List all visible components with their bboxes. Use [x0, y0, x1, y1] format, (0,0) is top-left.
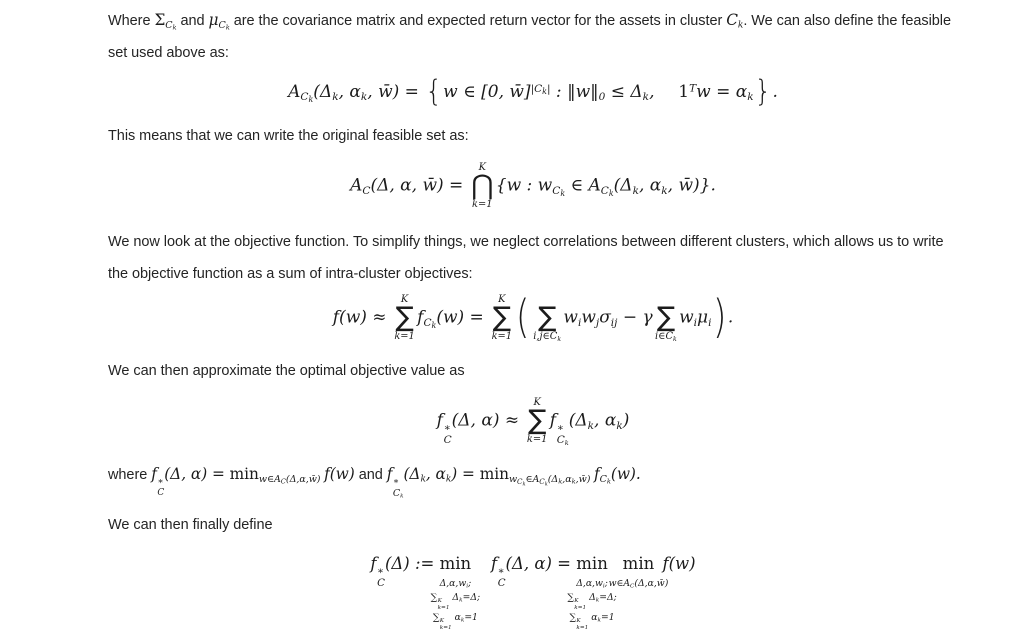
formula-cluster-feasible-set — [108, 75, 958, 110]
math-token: k — [597, 617, 601, 624]
math-token: C — [392, 487, 401, 499]
math-token: k — [332, 91, 339, 104]
math-token: ∈ — [525, 474, 533, 486]
math-token: A — [532, 474, 540, 486]
math-token: k — [587, 419, 595, 432]
math-token: ; — [604, 577, 608, 589]
math-token: f — [386, 465, 393, 484]
math-token: f — [370, 554, 377, 574]
math-token: {w : w — [495, 175, 553, 196]
math-token: min — [479, 465, 509, 484]
math-token: α — [588, 611, 598, 623]
math-token — [539, 478, 547, 486]
paragraph-5 — [108, 458, 958, 499]
math-token: A — [588, 175, 601, 196]
math-token — [259, 475, 321, 485]
math-token: T — [689, 82, 697, 95]
math-token — [444, 423, 452, 447]
math-token: k — [544, 480, 548, 487]
math-token: Where — [108, 13, 155, 29]
math-token: (Δ, α) = — [505, 554, 577, 574]
math-token: k — [564, 439, 569, 448]
math-token: w ∈ [0, w̄] — [443, 82, 531, 102]
math-token: =Δ; — [462, 591, 481, 603]
math-token: (Δ — [613, 175, 633, 196]
math-token: ∑ — [527, 404, 547, 436]
math-token: i — [693, 317, 698, 330]
math-token — [509, 475, 590, 485]
math-token: C — [726, 11, 738, 29]
math-token: k — [673, 335, 677, 343]
math-token: { — [425, 75, 443, 110]
math-token: f — [490, 554, 498, 574]
math-token — [567, 611, 616, 631]
math-token: , — [649, 82, 655, 102]
math-token: k — [522, 480, 526, 487]
math-token: i∈C — [655, 331, 673, 343]
math-token: i — [708, 317, 712, 330]
math-token — [471, 162, 493, 210]
math-token: min — [229, 465, 259, 484]
math-token — [498, 567, 506, 590]
math-token: k — [642, 91, 650, 104]
math-token: ∑ — [395, 302, 414, 334]
math-token: C — [362, 184, 371, 197]
math-token — [531, 83, 551, 95]
math-token: k=1 — [574, 604, 587, 611]
math-token: μ — [208, 11, 219, 29]
math-token: k — [632, 184, 639, 197]
math-token: ∑ — [569, 611, 577, 623]
math-token: C — [377, 578, 385, 590]
math-token: w — [508, 474, 518, 486]
math-token: ∑ — [432, 611, 440, 623]
math-token — [567, 591, 616, 611]
math-token: (Δ, α, w̄) = — [370, 175, 469, 196]
math-token — [609, 577, 669, 591]
math-token: C — [630, 583, 635, 590]
math-token: A — [623, 577, 631, 589]
math-token: ∑ — [656, 302, 676, 334]
math-token — [557, 423, 569, 447]
math-token — [394, 294, 414, 342]
math-token — [492, 294, 512, 342]
math-token: k — [225, 23, 230, 32]
math-token: k — [431, 321, 437, 331]
math-token: K — [576, 617, 581, 624]
math-token: ) — [622, 410, 630, 431]
math-token: ⋂ — [471, 170, 494, 201]
paragraph-1 — [108, 4, 958, 69]
math-token: α — [451, 611, 461, 623]
math-token: C — [157, 487, 165, 498]
math-token: f — [417, 307, 424, 328]
math-token: j — [595, 317, 600, 330]
math-token: K — [478, 161, 486, 173]
math-token: k — [606, 477, 611, 486]
math-token: min — [622, 554, 655, 574]
math-token: (Δ — [403, 465, 421, 484]
math-token: w — [581, 307, 596, 328]
formula-final-definition — [108, 551, 958, 631]
math-token: C — [556, 434, 565, 447]
math-token: k — [747, 91, 754, 104]
paragraph-3: We now look at the objective function. To simplify things, we neglect correlations between different clusters, which allows us to write the objective function as a sum of intra-cluster objectives: — [108, 234, 944, 283]
math-token: K — [439, 617, 445, 624]
math-token — [423, 317, 436, 329]
math-token: k — [661, 184, 668, 197]
math-token: . — [772, 82, 778, 102]
math-token: and — [354, 467, 387, 484]
math-token — [165, 21, 176, 31]
math-token: ∗ — [392, 476, 399, 487]
math-token: k — [460, 617, 465, 624]
math-token: k — [308, 95, 314, 105]
math-token: ∗ — [377, 566, 385, 578]
math-token — [601, 185, 614, 197]
math-token: f — [436, 410, 443, 431]
math-token: ∈ — [565, 175, 589, 196]
math-token: ∑ — [430, 591, 438, 603]
formula-objective-function — [108, 291, 958, 344]
math-token: k — [558, 477, 563, 486]
math-token: w — [563, 307, 578, 328]
math-token: A — [273, 474, 281, 486]
math-token: k — [595, 597, 600, 604]
math-token — [552, 185, 565, 197]
math-token: . — [727, 307, 734, 328]
math-token: K — [533, 396, 541, 408]
math-token: k — [616, 419, 623, 432]
formula-optimal-objective-approx — [108, 397, 958, 447]
math-token: − γ — [617, 307, 653, 328]
math-token: ∗ — [443, 421, 451, 434]
math-token: i — [602, 583, 605, 590]
math-token: σ — [599, 307, 611, 328]
math-token: ∗ — [556, 421, 564, 434]
math-token: k — [172, 23, 177, 32]
math-token: ) = — [451, 465, 480, 484]
math-token: ij — [610, 317, 618, 330]
math-token: w = α — [696, 82, 748, 102]
math-token: k — [571, 477, 576, 486]
math-token: k — [608, 188, 614, 198]
math-token: min — [439, 554, 472, 574]
math-token: ≤ Δ — [605, 82, 643, 102]
math-token: ∗ — [497, 566, 505, 578]
math-token: ( — [515, 291, 530, 344]
math-token: w — [679, 307, 694, 328]
math-token: K — [574, 597, 579, 604]
math-token: k — [400, 493, 404, 500]
math-token: | — [546, 82, 551, 95]
math-token: (Δ, α) ≈ — [451, 410, 525, 431]
math-token: } — [754, 75, 772, 110]
math-token: ; — [468, 577, 472, 589]
math-token: k — [459, 597, 463, 604]
math-token: f(w) — [324, 465, 355, 484]
math-token: (Δ, α) = — [164, 465, 230, 484]
math-token: ∑ — [492, 302, 511, 334]
math-token: k — [542, 86, 547, 96]
math-token — [218, 21, 229, 31]
math-token: i — [577, 317, 582, 330]
math-token: Δ — [586, 591, 596, 603]
math-token: C — [600, 184, 609, 197]
math-token — [393, 478, 404, 499]
math-token: f — [593, 465, 600, 484]
math-token: C — [552, 184, 561, 197]
math-token: , w̄) = — [367, 82, 425, 102]
math-token: ∑ — [537, 302, 557, 334]
math-token: , w̄)}. — [667, 175, 716, 196]
math-token: k — [360, 91, 368, 104]
math-token: k=1 — [437, 604, 450, 611]
math-token: k — [557, 335, 562, 343]
math-token — [527, 397, 547, 445]
math-token: : ‖w‖ — [550, 82, 599, 102]
math-token — [574, 598, 586, 611]
math-token — [576, 618, 588, 631]
math-token — [655, 294, 677, 342]
math-token: k=1 — [439, 624, 452, 631]
math-token: C — [165, 19, 173, 31]
math-token: k=1 — [472, 198, 493, 210]
math-token: k=1 — [526, 433, 548, 445]
math-token: ,α — [562, 474, 572, 486]
math-token: (w). — [610, 465, 641, 484]
math-token: k=1 — [491, 331, 513, 343]
math-token — [609, 577, 669, 591]
math-token: (w) = — [436, 307, 490, 328]
math-token — [557, 435, 569, 446]
math-token: C — [539, 476, 545, 486]
math-token: k — [445, 475, 452, 486]
math-token: w∈ — [608, 577, 624, 589]
math-token — [393, 489, 404, 499]
math-token: ∗ — [157, 476, 164, 487]
math-token: Σ — [154, 11, 166, 29]
math-token: (Δ — [547, 474, 559, 486]
math-token: f(w) — [662, 554, 696, 574]
math-token: K — [400, 294, 409, 306]
math-token: (Δ) := — [384, 554, 440, 574]
math-token: ) — [712, 291, 727, 344]
math-token: ,w̄) — [575, 474, 591, 486]
math-token — [431, 611, 480, 631]
math-token: 1 — [678, 82, 690, 102]
math-token: |C — [530, 82, 543, 95]
math-token: K — [498, 294, 506, 306]
math-token — [431, 577, 480, 631]
math-token: k — [560, 188, 566, 198]
math-token — [431, 591, 480, 611]
math-token — [655, 331, 677, 342]
math-token: f — [549, 410, 557, 431]
math-token: 0 — [598, 91, 606, 104]
math-token: Δ — [449, 591, 460, 603]
math-token: C — [280, 477, 286, 486]
math-token: , α — [594, 410, 617, 431]
math-token — [600, 475, 611, 485]
math-token: (Δ,α,w̄) — [634, 577, 669, 589]
paragraph-2: This means that we can write the original feasible set as: — [108, 127, 469, 144]
math-token: w∈ — [258, 474, 274, 486]
math-token: C — [517, 476, 523, 486]
math-token: C — [497, 578, 506, 590]
math-token: are the covariance matrix and expected return vector for the assets in cluster — [229, 13, 727, 29]
math-token — [440, 618, 452, 631]
math-token — [431, 577, 480, 591]
math-token: and — [176, 13, 209, 29]
math-token: k=1 — [394, 331, 415, 343]
math-token: =Δ; — [599, 591, 617, 603]
math-token: (Δ,α,w̄) — [285, 474, 321, 486]
math-token: =1 — [464, 611, 478, 623]
math-token: K — [437, 597, 442, 604]
math-token: A — [288, 82, 301, 102]
paragraph-4: We can then approximate the optimal objective value as — [108, 362, 465, 379]
math-token: ∑ — [567, 591, 574, 603]
math-token: k=1 — [576, 624, 589, 631]
math-token: k — [737, 20, 744, 31]
math-token: , α — [338, 82, 361, 102]
math-token: =1 — [600, 611, 615, 623]
paragraph-6: We can then finally define — [108, 517, 273, 534]
math-token: f(w) ≈ — [332, 307, 392, 328]
math-token: , α — [425, 465, 446, 484]
math-token: C — [599, 474, 607, 486]
math-token: A — [350, 175, 363, 196]
math-token: . We can also define the feasible set used above as: — [108, 13, 951, 61]
math-token: min — [576, 554, 608, 574]
math-token: where — [108, 467, 152, 484]
math-token: i,j∈C — [533, 331, 558, 343]
math-token — [533, 331, 561, 342]
math-token: C — [218, 19, 226, 31]
math-token: i — [466, 583, 469, 590]
math-token: C — [443, 434, 452, 447]
formula-original-feasible-set — [108, 162, 958, 210]
math-token: (Δ — [568, 410, 588, 431]
math-token — [533, 294, 561, 342]
math-token: f — [151, 465, 157, 484]
math-token — [377, 567, 385, 590]
math-token: k — [420, 475, 426, 486]
math-token: Δ,α,w — [576, 577, 603, 589]
math-token — [300, 91, 313, 103]
math-token: μ — [697, 307, 709, 328]
math-token: C — [300, 91, 309, 104]
math-token: Δ,α,w — [439, 577, 467, 589]
math-token — [438, 598, 450, 611]
math-token: C — [423, 317, 432, 330]
math-token: , α — [638, 175, 662, 196]
math-token: (Δ — [313, 82, 333, 102]
